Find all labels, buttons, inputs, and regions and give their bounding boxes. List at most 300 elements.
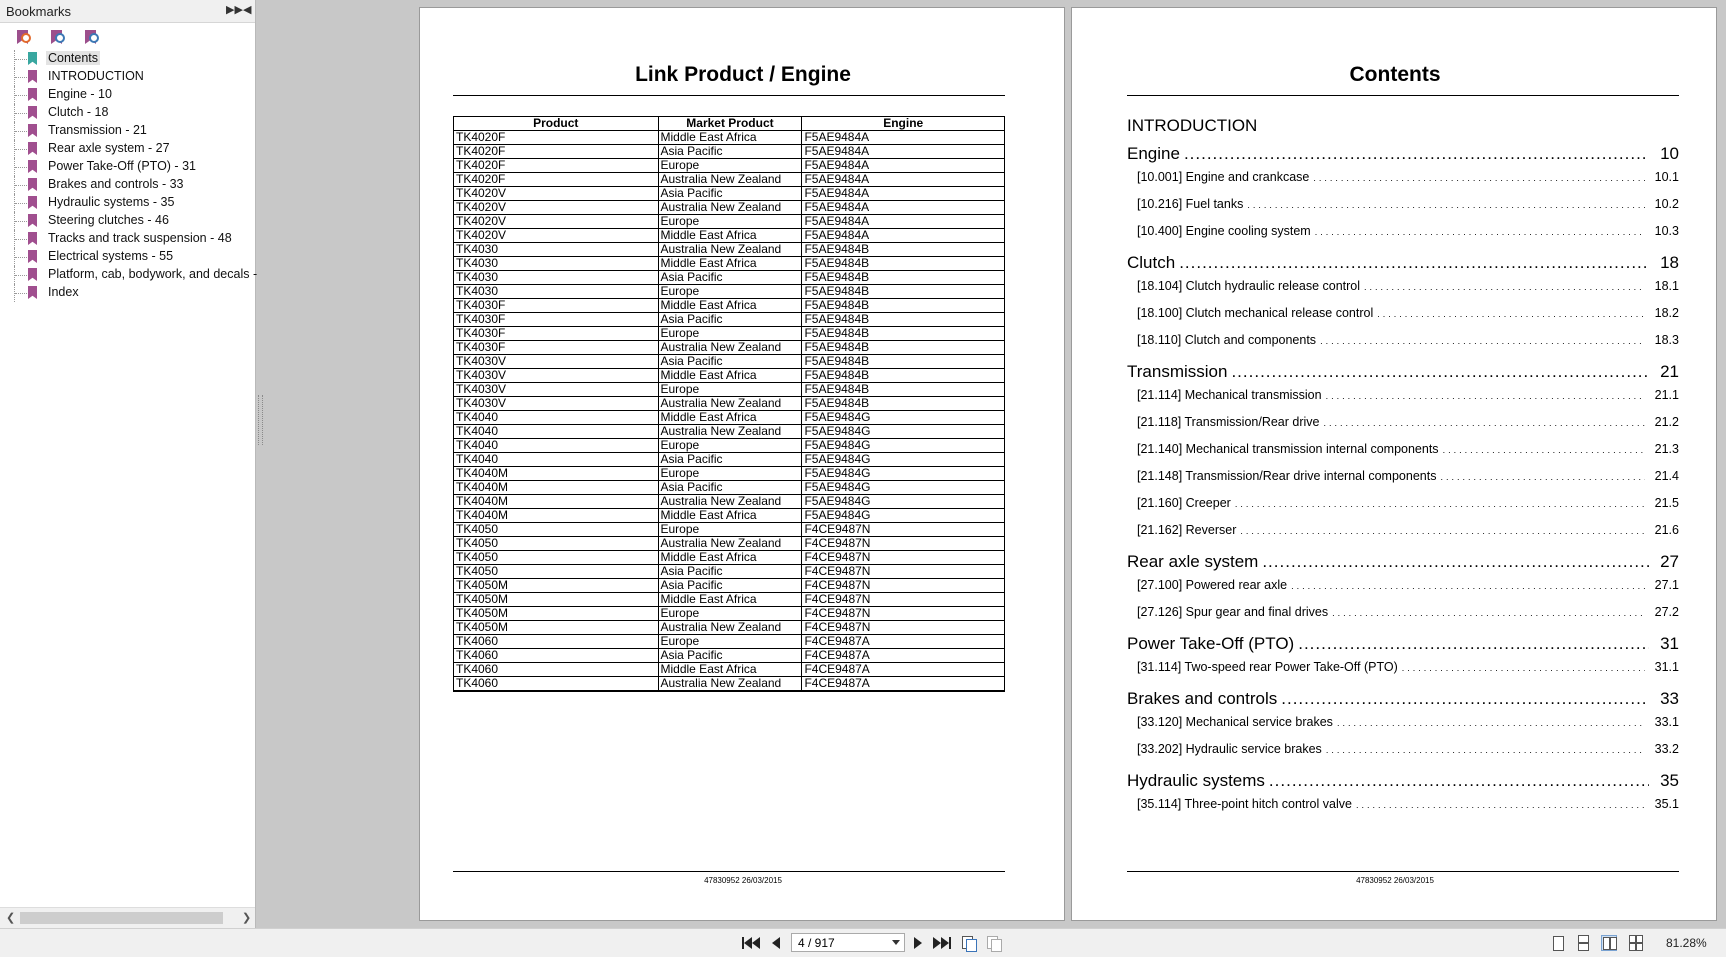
toc-leader-dots	[1356, 797, 1645, 811]
table-cell: Asia Pacific	[658, 481, 802, 495]
table-row	[454, 229, 1005, 243]
table-cell: F5AE9484B	[802, 355, 1005, 369]
toc-leader-dots	[1240, 523, 1645, 537]
scroll-right-icon[interactable]: ❯	[242, 912, 252, 924]
bookmark-item[interactable]	[0, 248, 255, 266]
table-row	[454, 397, 1005, 411]
toc-subsection[interactable]	[1127, 469, 1679, 496]
table-cell: Australia New Zealand	[658, 425, 802, 439]
table-row	[454, 285, 1005, 299]
table-row	[454, 299, 1005, 313]
bookmark-options-icon[interactable]	[14, 28, 34, 46]
table-cell: TK4050M	[454, 593, 659, 607]
toc-title: Transmission	[1127, 362, 1228, 381]
bookmark-label: Rear axle system - 27	[48, 141, 170, 155]
table-cell: F4CE9487A	[802, 677, 1005, 692]
toc-leader-dots	[1440, 469, 1645, 483]
toc-section[interactable]	[1127, 771, 1679, 797]
table-row	[454, 383, 1005, 397]
table-cell: F5AE9484A	[802, 145, 1005, 159]
toc-page-number: 35.1	[1654, 797, 1679, 811]
toc-page-number: 21	[1660, 362, 1679, 381]
toc-title: [35.114] Three-point hitch control valve	[1137, 797, 1352, 811]
toc-title: [21.118] Transmission/Rear drive	[1137, 415, 1320, 429]
table-cell: TK4040	[454, 439, 659, 453]
toc-page-number: 18.2	[1654, 306, 1679, 320]
toc-leader-dots	[1298, 634, 1649, 654]
table-cell: TK4040M	[454, 509, 659, 523]
toc-leader-dots	[1313, 170, 1645, 184]
table-cell: TK4020V	[454, 229, 659, 243]
table-cell: TK4030V	[454, 355, 659, 369]
table-row	[454, 467, 1005, 481]
bookmark-label: Power Take-Off (PTO) - 31	[48, 159, 196, 173]
footer-rule	[453, 871, 1005, 872]
table-cell: TK4030	[454, 243, 659, 257]
table-cell: F5AE9484B	[802, 383, 1005, 397]
table-cell: TK4050	[454, 565, 659, 579]
toc-leader-dots	[1184, 144, 1649, 164]
table-cell: Australia New Zealand	[658, 397, 802, 411]
table-cell: TK4020F	[454, 173, 659, 187]
toc-title: [18.110] Clutch and components	[1137, 333, 1317, 347]
toc-page-number: 33	[1660, 689, 1679, 708]
table-row	[454, 523, 1005, 537]
table-cell: Australia New Zealand	[658, 677, 802, 692]
toc-title: Hydraulic systems	[1127, 771, 1265, 790]
table-cell: F4CE9487N	[802, 523, 1005, 537]
table-cell: Middle East Africa	[658, 229, 802, 243]
table-cell: F5AE9484G	[802, 467, 1005, 481]
table-row	[454, 607, 1005, 621]
bookmark-item[interactable]	[0, 68, 255, 86]
next-view-icon[interactable]	[986, 935, 1002, 951]
expand-panel-icon[interactable]: ▶▶	[226, 4, 243, 16]
bookmark-item[interactable]	[0, 50, 255, 68]
table-cell: Europe	[658, 439, 802, 453]
toc-title: [21.114] Mechanical transmission	[1137, 388, 1322, 402]
toc-subsection[interactable]	[1127, 333, 1679, 360]
toc-subsection[interactable]	[1127, 797, 1679, 824]
table-row	[454, 495, 1005, 509]
bookmark-item[interactable]	[0, 194, 255, 212]
table-cell: TK4020F	[454, 159, 659, 173]
table-row	[454, 215, 1005, 229]
toc-subsection[interactable]	[1127, 742, 1679, 769]
bookmark-item[interactable]	[0, 212, 255, 230]
toc-title: [27.126] Spur gear and final drives	[1137, 605, 1329, 619]
toc-subsection[interactable]	[1127, 578, 1679, 605]
table-cell: F4CE9487N	[802, 607, 1005, 621]
table-header-cell: Engine	[802, 117, 1005, 131]
page-dropdown-icon[interactable]	[892, 940, 900, 945]
table-cell: Australia New Zealand	[658, 537, 802, 551]
table-cell: TK4030F	[454, 313, 659, 327]
toc-title: Power Take-Off (PTO)	[1127, 634, 1295, 653]
table-cell: Asia Pacific	[658, 355, 802, 369]
tree-connector	[14, 104, 29, 122]
bookmark-icon	[28, 106, 37, 119]
toc-leader-dots	[1231, 362, 1649, 382]
table-cell: TK4040M	[454, 467, 659, 481]
bookmark-icon	[28, 160, 37, 173]
toc-page-number: 18	[1660, 253, 1679, 272]
bookmark-label: Engine - 10	[48, 87, 112, 101]
table-cell: F4CE9487N	[802, 551, 1005, 565]
toc-title: [21.160] Creeper	[1137, 496, 1231, 510]
table-cell: F5AE9484G	[802, 495, 1005, 509]
table-cell: TK4040	[454, 411, 659, 425]
bookmark-item[interactable]	[0, 86, 255, 104]
table-cell: TK4050M	[454, 607, 659, 621]
table-cell: F5AE9484A	[802, 201, 1005, 215]
first-page-button[interactable]	[742, 935, 760, 951]
toc-subsection[interactable]	[1127, 306, 1679, 333]
table-cell: Australia New Zealand	[658, 173, 802, 187]
bookmark-icon	[28, 268, 37, 281]
bookmark-label: Index	[48, 285, 79, 299]
toc-title: Clutch	[1127, 253, 1176, 272]
toc-title: Rear axle system	[1127, 552, 1259, 571]
table-cell: Europe	[658, 635, 802, 649]
bookmark-item[interactable]	[0, 122, 255, 140]
toc-page-number: 21.4	[1654, 469, 1679, 483]
table-header-cell: Market Product	[658, 117, 802, 131]
toc-title: [10.216] Fuel tanks	[1137, 197, 1244, 211]
bookmark-label: Hydraulic systems - 35	[48, 195, 175, 209]
title-rule	[453, 95, 1005, 96]
toc-leader-dots	[1364, 279, 1645, 293]
toc-title: Brakes and controls	[1127, 689, 1278, 708]
document-page-left	[419, 7, 1065, 921]
table-cell: TK4020V	[454, 201, 659, 215]
bookmark-item[interactable]	[0, 284, 255, 302]
toc-page-number: 31	[1660, 634, 1679, 653]
horizontal-scrollbar[interactable]	[0, 907, 255, 928]
expand-bookmark-icon[interactable]	[48, 28, 68, 46]
toc-leader-dots	[1326, 388, 1645, 402]
scrollbar-thumb[interactable]	[20, 912, 223, 924]
toc-page-number: 27	[1660, 552, 1679, 571]
table-cell: TK4060	[454, 649, 659, 663]
table-cell: Europe	[658, 523, 802, 537]
table-cell: Europe	[658, 327, 802, 341]
continuous-facing-view-icon[interactable]	[1628, 935, 1644, 951]
table-cell: Europe	[658, 215, 802, 229]
table-cell: TK4040M	[454, 495, 659, 509]
table-cell: TK4030V	[454, 383, 659, 397]
table-cell: F5AE9484B	[802, 397, 1005, 411]
table-cell: F4CE9487N	[802, 565, 1005, 579]
toc-title: [33.120] Mechanical service brakes	[1137, 715, 1333, 729]
bookmark-icon	[28, 178, 37, 191]
table-cell: F5AE9484G	[802, 481, 1005, 495]
previous-view-icon[interactable]	[961, 935, 977, 951]
table-cell: Australia New Zealand	[658, 341, 802, 355]
toc-section[interactable]	[1127, 144, 1679, 170]
table-cell: F5AE9484G	[802, 425, 1005, 439]
toc-page-number: 27.1	[1654, 578, 1679, 592]
bookmarks-panel	[0, 0, 256, 928]
page-number-input[interactable]	[791, 933, 905, 952]
table-cell: Middle East Africa	[658, 509, 802, 523]
table-cell: TK4050	[454, 551, 659, 565]
bookmarks-header	[0, 0, 255, 23]
bookmark-label: Steering clutches - 46	[48, 213, 169, 227]
toc-section[interactable]	[1127, 552, 1679, 578]
next-page-button[interactable]	[909, 935, 927, 951]
table-cell: F5AE9484B	[802, 271, 1005, 285]
toc-title: [21.148] Transmission/Rear drive internal components	[1137, 469, 1437, 483]
table-row	[454, 593, 1005, 607]
page-indicator: 4 / 917	[798, 935, 835, 950]
table-cell: F4CE9487N	[802, 537, 1005, 551]
tree-connector	[14, 194, 29, 212]
table-cell: Asia Pacific	[658, 145, 802, 159]
bookmark-icon	[28, 124, 37, 137]
table-row	[454, 243, 1005, 257]
document-page-right	[1071, 7, 1717, 921]
table-row	[454, 425, 1005, 439]
toc-subsection[interactable]	[1127, 605, 1679, 632]
tree-connector	[14, 158, 29, 176]
tree-connector	[14, 86, 29, 104]
table-row	[454, 313, 1005, 327]
table-cell: Asia Pacific	[658, 271, 802, 285]
table-cell: TK4040	[454, 453, 659, 467]
table-cell: TK4040M	[454, 481, 659, 495]
toc-subsection[interactable]	[1127, 496, 1679, 523]
bookmark-icon	[28, 70, 37, 83]
zoom-level[interactable]: 81.28%	[1666, 936, 1707, 950]
toc-leader-dots	[1235, 496, 1645, 510]
continuous-view-icon[interactable]	[1575, 935, 1591, 951]
toc-page-number: 10.2	[1654, 197, 1679, 211]
table-row	[454, 131, 1005, 145]
tree-connector	[14, 266, 29, 284]
bookmark-item[interactable]	[0, 230, 255, 248]
bookmark-item[interactable]	[0, 266, 258, 284]
toc-title: [18.104] Clutch hydraulic release control	[1137, 279, 1361, 293]
bookmark-icon	[28, 214, 37, 227]
table-row	[454, 537, 1005, 551]
toc-subsection[interactable]	[1127, 224, 1679, 251]
table-row	[454, 635, 1005, 649]
toc-section[interactable]	[1127, 253, 1679, 279]
tree-connector	[14, 140, 29, 158]
toc-title: [10.001] Engine and crankcase	[1137, 170, 1310, 184]
toc-subsection[interactable]	[1127, 388, 1679, 415]
table-cell: Europe	[658, 467, 802, 481]
last-page-button[interactable]	[933, 935, 951, 951]
toc-subsection[interactable]	[1127, 197, 1679, 224]
table-row	[454, 187, 1005, 201]
table-row	[454, 257, 1005, 271]
bookmark-label: Transmission - 21	[48, 123, 147, 137]
table-cell: F4CE9487A	[802, 663, 1005, 677]
toc-title: [21.140] Mechanical transmission internal components	[1137, 442, 1439, 456]
bookmark-label: INTRODUCTION	[48, 69, 144, 83]
table-cell: Asia Pacific	[658, 565, 802, 579]
table-row	[454, 481, 1005, 495]
table-cell: TK4060	[454, 663, 659, 677]
table-row	[454, 565, 1005, 579]
table-cell: F5AE9484B	[802, 285, 1005, 299]
toc-title: Engine	[1127, 144, 1180, 163]
table-cell: Australia New Zealand	[658, 201, 802, 215]
table-cell: F5AE9484A	[802, 229, 1005, 243]
table-cell: F4CE9487A	[802, 649, 1005, 663]
bookmark-icon	[28, 286, 37, 299]
bookmark-item[interactable]	[0, 158, 255, 176]
page-footer: 47830952 26/03/2015	[704, 876, 782, 885]
toc-subsection[interactable]	[1127, 415, 1679, 442]
toc-section[interactable]	[1127, 634, 1679, 660]
table-cell: Australia New Zealand	[658, 495, 802, 509]
facing-pages-view-icon[interactable]	[1601, 935, 1617, 951]
bookmarks-title: Bookmarks	[6, 3, 72, 19]
table-cell: TK4020F	[454, 131, 659, 145]
toc-page-number: 10.1	[1654, 170, 1679, 184]
table-row	[454, 173, 1005, 187]
table-cell: TK4030F	[454, 327, 659, 341]
page-title: Link Product / Engine	[635, 63, 851, 86]
toc-title: [21.162] Reverser	[1137, 523, 1237, 537]
toc-section[interactable]	[1127, 689, 1679, 715]
table-cell: F4CE9487N	[802, 621, 1005, 635]
panel-splitter[interactable]	[258, 395, 263, 445]
bookmark-list	[0, 50, 258, 302]
toc-page-number: 18.1	[1654, 279, 1679, 293]
table-cell: F5AE9484G	[802, 509, 1005, 523]
table-cell: Asia Pacific	[658, 453, 802, 467]
toc-leader-dots	[1179, 253, 1649, 273]
table-cell: TK4050	[454, 523, 659, 537]
bookmark-label: Tracks and track suspension - 48	[48, 231, 232, 245]
toc-subsection[interactable]	[1127, 279, 1679, 306]
toc-page-number: 10.3	[1654, 224, 1679, 238]
table-row	[454, 355, 1005, 369]
toc-title: [27.100] Powered rear axle	[1137, 578, 1288, 592]
bookmark-item[interactable]	[0, 104, 255, 122]
single-page-view-icon[interactable]	[1550, 935, 1566, 951]
table-cell: F4CE9487N	[802, 593, 1005, 607]
bookmark-item[interactable]	[0, 140, 255, 158]
toc-subsection[interactable]	[1127, 523, 1679, 550]
bookmark-label: Electrical systems - 55	[48, 249, 174, 263]
toc-section[interactable]	[1127, 362, 1679, 388]
toc-leader-dots	[1281, 689, 1649, 709]
toc-leader-dots	[1443, 442, 1645, 456]
toc-leader-dots	[1402, 660, 1645, 674]
table-cell: Australia New Zealand	[658, 243, 802, 257]
table-cell: TK4060	[454, 677, 659, 692]
table-cell: F5AE9484B	[802, 341, 1005, 355]
table-cell: Asia Pacific	[658, 313, 802, 327]
table-row	[454, 369, 1005, 383]
table-row	[454, 649, 1005, 663]
collapse-panel-icon[interactable]: ◀	[243, 4, 252, 16]
page-footer: 47830952 26/03/2015	[1356, 876, 1434, 885]
toc-leader-dots	[1324, 415, 1646, 429]
toc-page-number: 27.2	[1654, 605, 1679, 619]
toc-leader-dots	[1332, 605, 1645, 619]
tree-connector	[14, 284, 29, 302]
toc-subsection[interactable]	[1127, 170, 1679, 197]
bookmarks-toolbar	[0, 23, 255, 51]
table-cell: F5AE9484A	[802, 187, 1005, 201]
toc-leader-dots	[1320, 333, 1645, 347]
table-cell: F4CE9487N	[802, 579, 1005, 593]
table-cell: Europe	[658, 607, 802, 621]
table-cell: Middle East Africa	[658, 257, 802, 271]
scroll-left-icon[interactable]: ❮	[6, 912, 16, 924]
find-bookmark-icon[interactable]	[82, 28, 102, 46]
table-cell: F5AE9484A	[802, 215, 1005, 229]
toc-section[interactable]	[1127, 116, 1679, 142]
table-cell: TK4020F	[454, 145, 659, 159]
table-cell: F5AE9484A	[802, 159, 1005, 173]
toc-title: [10.400] Engine cooling system	[1137, 224, 1311, 238]
table-row	[454, 271, 1005, 285]
toc-leader-dots	[1377, 306, 1645, 320]
table-cell: Europe	[658, 159, 802, 173]
bookmark-icon	[28, 232, 37, 245]
toc-page-number: 21.6	[1654, 523, 1679, 537]
toc-subsection[interactable]	[1127, 715, 1679, 742]
table-cell: Asia Pacific	[658, 649, 802, 663]
table-cell: TK4030	[454, 285, 659, 299]
table-row	[454, 159, 1005, 173]
toc-page-number: 35	[1660, 771, 1679, 790]
table-cell: TK4030V	[454, 369, 659, 383]
table-row	[454, 621, 1005, 635]
toc-page-number: 21.3	[1654, 442, 1679, 456]
table-row	[454, 145, 1005, 159]
bookmark-item[interactable]	[0, 176, 255, 194]
table-row	[454, 663, 1005, 677]
table-cell: F5AE9484B	[802, 369, 1005, 383]
tree-connector	[14, 176, 29, 194]
bookmark-icon	[28, 142, 37, 155]
table-row	[454, 677, 1005, 692]
toc-leader-dots	[1262, 552, 1649, 572]
table-cell: F5AE9484G	[802, 453, 1005, 467]
toc-subsection[interactable]	[1127, 442, 1679, 469]
table-cell: TK4060	[454, 635, 659, 649]
table-cell: Middle East Africa	[658, 411, 802, 425]
toc-subsection[interactable]	[1127, 660, 1679, 687]
tree-connector	[14, 248, 29, 266]
tree-connector	[14, 122, 29, 140]
table-cell: Middle East Africa	[658, 663, 802, 677]
table-cell: TK4050M	[454, 579, 659, 593]
table-row	[454, 201, 1005, 215]
table-cell: TK4030	[454, 257, 659, 271]
table-of-contents	[1127, 114, 1679, 824]
table-cell: F5AE9484A	[802, 173, 1005, 187]
table-row	[454, 579, 1005, 593]
table-cell: TK4040	[454, 425, 659, 439]
product-engine-table	[453, 116, 1005, 692]
table-cell: F4CE9487A	[802, 635, 1005, 649]
toc-page-number: 33.1	[1654, 715, 1679, 729]
toc-leader-dots	[1247, 197, 1645, 211]
title-rule	[1127, 95, 1679, 96]
table-cell: TK4020V	[454, 187, 659, 201]
toc-title: [33.202] Hydraulic service brakes	[1137, 742, 1322, 756]
previous-page-button[interactable]	[767, 935, 785, 951]
